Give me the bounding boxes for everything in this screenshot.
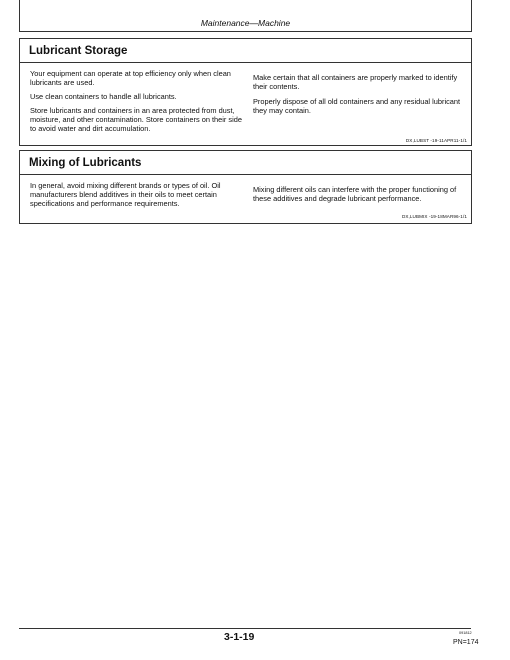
footer-pn: PN=174 <box>453 639 479 646</box>
section-divider <box>20 174 471 175</box>
header-frame-bottom <box>19 31 472 32</box>
document-code: DX,LUBMIX -19-18MAR96-1/1 <box>401 214 467 219</box>
document-code: DX,LUBST -19-11APR11-1/1 <box>405 138 467 143</box>
paragraph: In general, avoid mixing different brands or types of oil. Oil manufacturers blend additives in their oils to meet certain specifications and performance requirements. <box>30 181 221 208</box>
footer-small-code: 091812 <box>459 631 472 635</box>
paragraph: Properly dispose of all old containers and any residual lubricant they may contain. <box>253 97 461 115</box>
section-mixing-of-lubricants <box>19 150 472 224</box>
paragraph: Store lubricants and containers in an area protected from dust, moisture, and other contamination. Store containers on their side to avoid water and dirt accumulation. <box>30 106 242 133</box>
footer-divider <box>19 628 471 629</box>
section-lubricant-storage <box>19 38 472 146</box>
section-divider <box>20 62 471 63</box>
paragraph: Your equipment can operate at top efficiency only when clean lubricants are used. <box>30 69 231 87</box>
page-header: Maintenance—Machine <box>200 18 291 28</box>
section-title: Lubricant Storage <box>29 45 128 57</box>
paragraph: Mixing different oils can interfere with the proper functioning of these additives and degrade lubricant performance. <box>253 185 457 203</box>
paragraph: Make certain that all containers are properly marked to identify their contents. <box>253 73 458 91</box>
section-title: Mixing of Lubricants <box>29 157 142 169</box>
page-number: 3-1-19 <box>224 631 255 643</box>
paragraph: Use clean containers to handle all lubricants. <box>30 92 177 101</box>
